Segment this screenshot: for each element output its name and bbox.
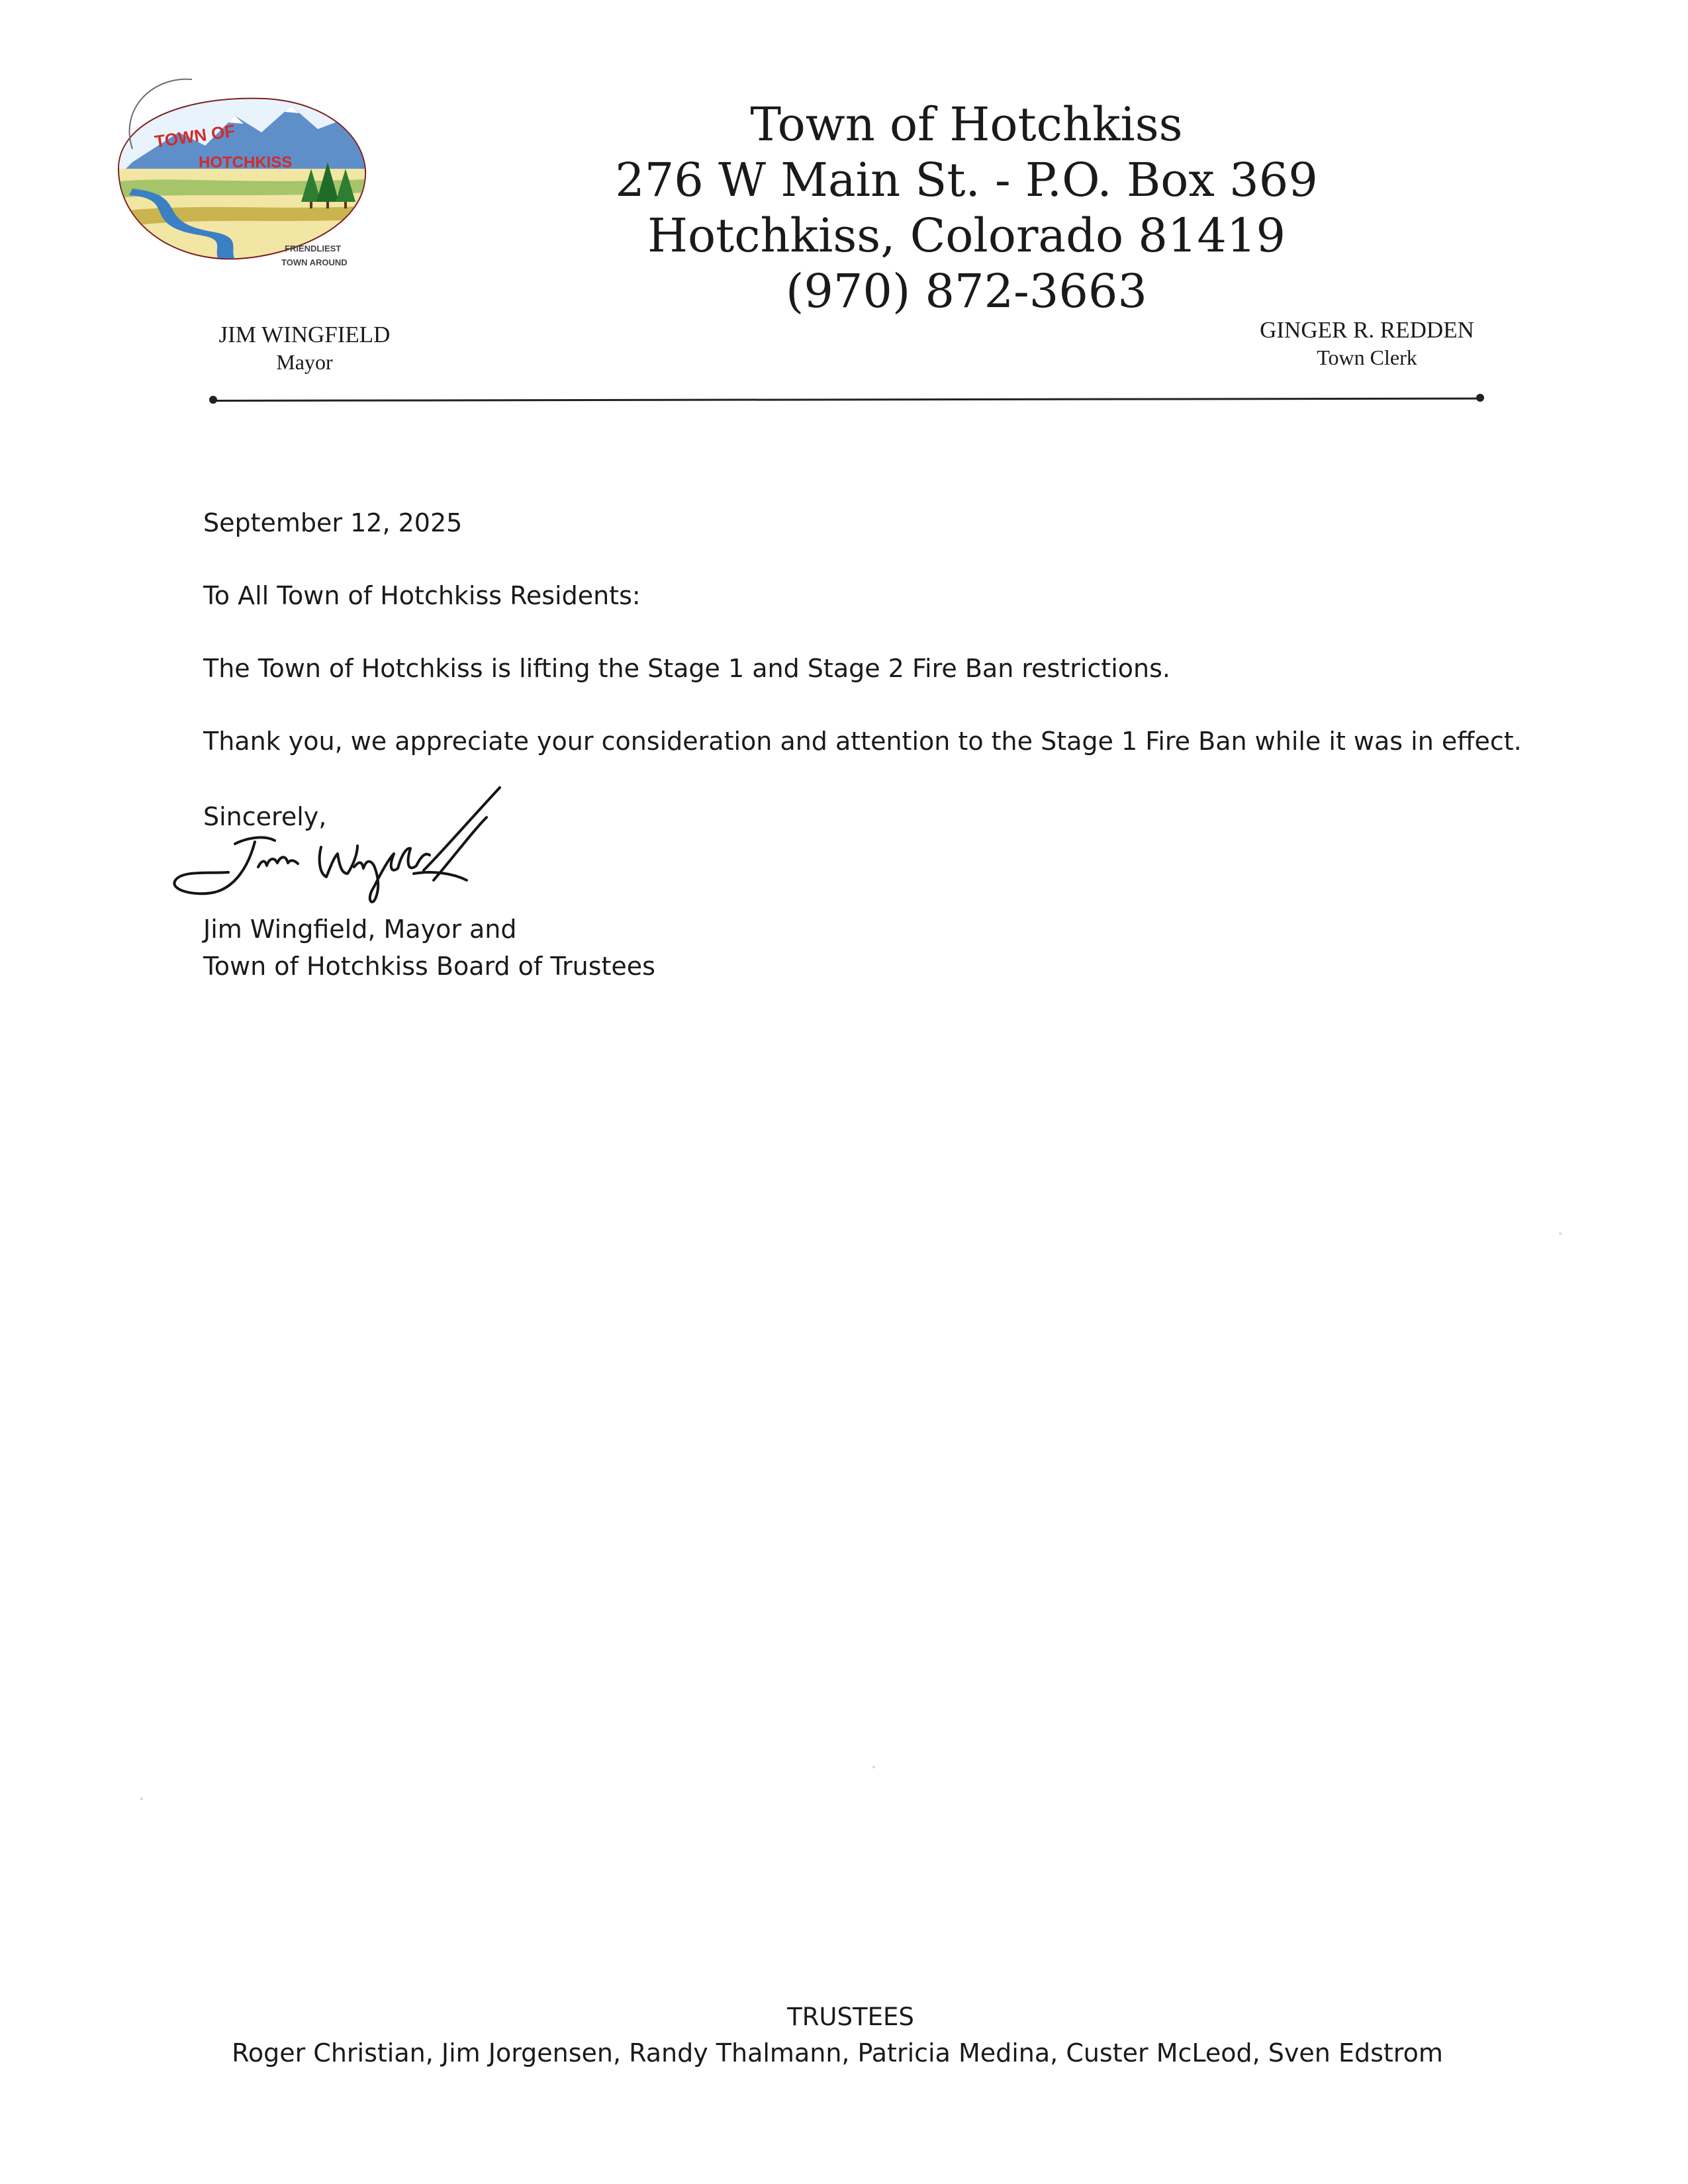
town-logo <box>93 69 384 295</box>
letterhead-title: Town of Hotchkiss <box>750 97 1183 152</box>
letterhead-city: Hotchkiss, Colorado 81419 <box>647 208 1286 263</box>
clerk-name: GINGER R. REDDEN <box>1260 317 1474 343</box>
mayor-block <box>199 321 410 375</box>
letterhead-address: 276 W Main St. - P.O. Box 369 <box>615 153 1318 207</box>
letter-paragraph: Thank you, we appreciate your consideration and attention to the Stage 1 Fire Ban while it was in effect. <box>203 727 1522 756</box>
logo-tagline-1: FRIENDLIEST <box>285 244 342 253</box>
clerk-title: Town Clerk <box>1317 345 1417 369</box>
letter-salutation: To All Town of Hotchkiss Residents: <box>203 581 641 610</box>
signer-line: Jim Wingfield, Mayor and <box>203 915 517 944</box>
logo-text-bottom: HOTCHKISS <box>199 154 293 171</box>
handwritten-signature <box>156 781 592 920</box>
logo-tagline-2: TOWN AROUND <box>281 257 348 267</box>
trustees-names: Roger Christian, Jim Jorgensen, Randy Thalmann, Patricia Medina, Custer McLeod, Sven Edstrom <box>232 2038 1443 2068</box>
logo-text-top: TOWN OF <box>153 120 236 152</box>
scan-speck <box>140 1797 143 1800</box>
scan-speck <box>872 1766 875 1768</box>
clerk-block <box>1244 316 1489 371</box>
letterhead-phone: (970) 872-3663 <box>786 264 1147 318</box>
letter-paragraph: The Town of Hotchkiss is lifting the Stage 1 and Stage 2 Fire Ban restrictions. <box>203 654 1170 683</box>
letter-date: September 12, 2025 <box>203 508 463 537</box>
divider-end-dot <box>209 396 217 404</box>
letter-closing: Sincerely, <box>203 802 327 831</box>
signer-line: Town of Hotchkiss Board of Trustees <box>203 952 655 981</box>
divider-end-dot <box>1476 394 1484 402</box>
mayor-title: Mayor <box>276 350 333 374</box>
trustees-heading: TRUSTEES <box>787 2003 914 2031</box>
scan-speck <box>1559 1232 1562 1235</box>
letterhead-divider <box>212 398 1483 402</box>
mayor-name: JIM WINGFIELD <box>218 322 391 347</box>
